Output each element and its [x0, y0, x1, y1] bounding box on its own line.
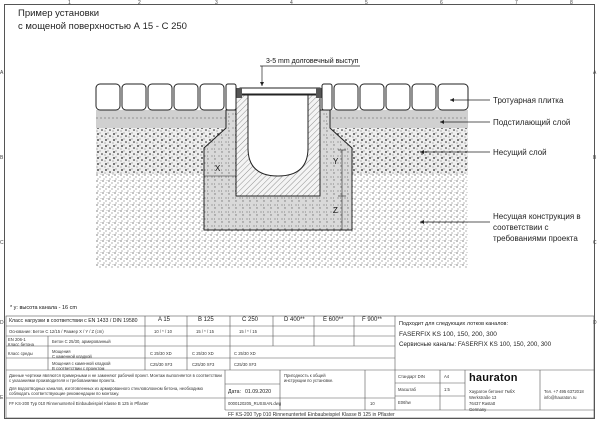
- row-mark-d-right: D: [593, 320, 597, 326]
- row-mark-a: A: [0, 70, 4, 76]
- dim-x: X: [215, 164, 221, 173]
- scale-label: Масштаб: [398, 387, 416, 392]
- date-label: Дата:: [228, 389, 241, 395]
- row1-c250: 15 / * / 15: [239, 329, 257, 334]
- row3-label: Мощения: [52, 349, 71, 354]
- standard-value: A4: [444, 374, 450, 379]
- address-4: Germany: [469, 407, 487, 412]
- row2-c250: C 25/30 XD: [234, 351, 256, 356]
- row4-sub: В соответствии с проектом: [52, 366, 105, 371]
- row-mark-b: B: [0, 155, 4, 161]
- load-class-f900: F 900**: [362, 317, 383, 323]
- address-1: Хауратон бетонит ГмбХ: [469, 389, 515, 394]
- right-block-line3: Сервисные каналы: FASERFIX KS 100, 150, 200, 300: [399, 341, 552, 348]
- load-class-header: Класс нагрузки в соответствии с EN 1433 / DIN 19580: [9, 318, 138, 324]
- side-label-env: Класс среды: [8, 351, 33, 356]
- footer-disclaimer-2: Для водоотводных каналов, изготовленных из армированного стекловолокном бетона, необходимо соблюдать соответствующие рекомендации по монтажу.: [9, 386, 203, 396]
- footer-drawing-note: FF KS-200 Typ 010 Rinnenunterteil Einbaubeispiel Klasse B 125 in Pflaster: [9, 401, 149, 406]
- email: info@hauraton.ru: [544, 395, 577, 400]
- row2-a15: C 25/30 XD: [150, 351, 172, 356]
- row-mark-d: D: [0, 320, 4, 326]
- label-structure-2: соответствии с: [493, 223, 549, 232]
- drawing-number: 0000120205_RUSSIAN.dwg: [228, 401, 282, 406]
- row1-label: Основание: Бетон С 12/15 / Размер X / Y / Z (cm): [9, 329, 104, 334]
- col-mark-2: 2: [138, 0, 141, 6]
- label-base: Несущий слой: [493, 148, 547, 157]
- address-2: Werkstraße 13: [469, 395, 497, 400]
- col-mark-5: 5: [365, 0, 368, 6]
- row2-label: Бетон С 25/30, армированный: [52, 339, 111, 344]
- bottom-title: FF KS-200 Typ 010 Rinnenunterteil Einbaubeispiel Klasse B 125 in Pflaster: [228, 412, 395, 418]
- date-value: 01.09.2020: [245, 389, 271, 395]
- right-block-line1: Подходит для следующих лотков каналов:: [399, 321, 509, 327]
- side-label-en206: EN 206-1: [8, 337, 26, 342]
- dir-label: E06hw: [398, 400, 411, 405]
- page-number: 10: [370, 401, 375, 406]
- row4-label: Мощения с каменной кладкой: [52, 361, 111, 366]
- drawing-title-line1: Пример установки: [18, 8, 100, 19]
- side-label-class: Класс бетона: [8, 342, 34, 347]
- load-class-e600: E 600**: [323, 317, 344, 323]
- address-3: 76437 Rastatt: [469, 401, 496, 406]
- callout-top-label: 3-5 mm долговечный выступ: [266, 58, 359, 65]
- drawing-title-line2: с мощеной поверхностью А 15 - С 250: [18, 21, 187, 32]
- footer-disclaimer-1: Данные чертежи являются примерными и не заменяют рабочий проект. Монтаж выполняется в соответствии с указаниями производителя и требованиями проекта.: [9, 373, 222, 383]
- row-mark-b-right: B: [593, 155, 597, 161]
- load-class-d400: D 400**: [284, 317, 305, 323]
- label-paving: Тротуарная плитка: [493, 96, 564, 105]
- col-mark-4: 4: [290, 0, 293, 6]
- note-label-1: Пригодность к общей: [284, 373, 326, 378]
- row-mark-c-right: C: [593, 240, 597, 246]
- row-mark-c: C: [0, 240, 4, 246]
- col-mark-8: 8: [570, 0, 573, 6]
- row3-c250: C25/30 XF3: [234, 362, 257, 367]
- row3-a15: C25/30 XF3: [150, 362, 173, 367]
- phone: Тел. +7 495 6372018: [544, 389, 584, 394]
- dim-y: Y: [333, 157, 339, 166]
- row2-b125: C 25/30 XD: [192, 351, 214, 356]
- label-structure-1: Несущая конструкция в: [493, 212, 581, 221]
- col-mark-1: 1: [68, 0, 71, 6]
- row3-sub: С каменной кладкой: [52, 354, 92, 359]
- load-class-c250: C 250: [242, 317, 259, 323]
- row-mark-e: E: [0, 395, 4, 401]
- col-mark-3: 3: [215, 0, 218, 6]
- standard-label: Стандарт DIN: [398, 374, 425, 379]
- note-label-2: инструкции по установке.: [284, 378, 334, 383]
- right-block-line2: FASERFIX KS 100, 150, 200, 300: [399, 331, 497, 338]
- row1-a15: 10 / * / 10: [154, 329, 172, 334]
- company-logo: hauraton: [469, 372, 518, 384]
- label-bedding: Подстилающий слой: [493, 118, 571, 127]
- row3-b125: C25/30 XF3: [192, 362, 215, 367]
- dim-z: Z: [333, 206, 338, 215]
- col-mark-7: 7: [515, 0, 518, 6]
- load-class-b125: B 125: [198, 317, 214, 323]
- label-structure-3: требованиями проекта: [493, 234, 578, 243]
- height-note: * у: высота канала - 16 cm: [10, 305, 77, 311]
- load-class-a15: A 15: [158, 317, 171, 323]
- col-mark-6: 6: [440, 0, 443, 6]
- scale-value: 1:5: [444, 387, 450, 392]
- row1-b125: 15 / * / 15: [196, 329, 214, 334]
- row-mark-a-right: A: [593, 70, 597, 76]
